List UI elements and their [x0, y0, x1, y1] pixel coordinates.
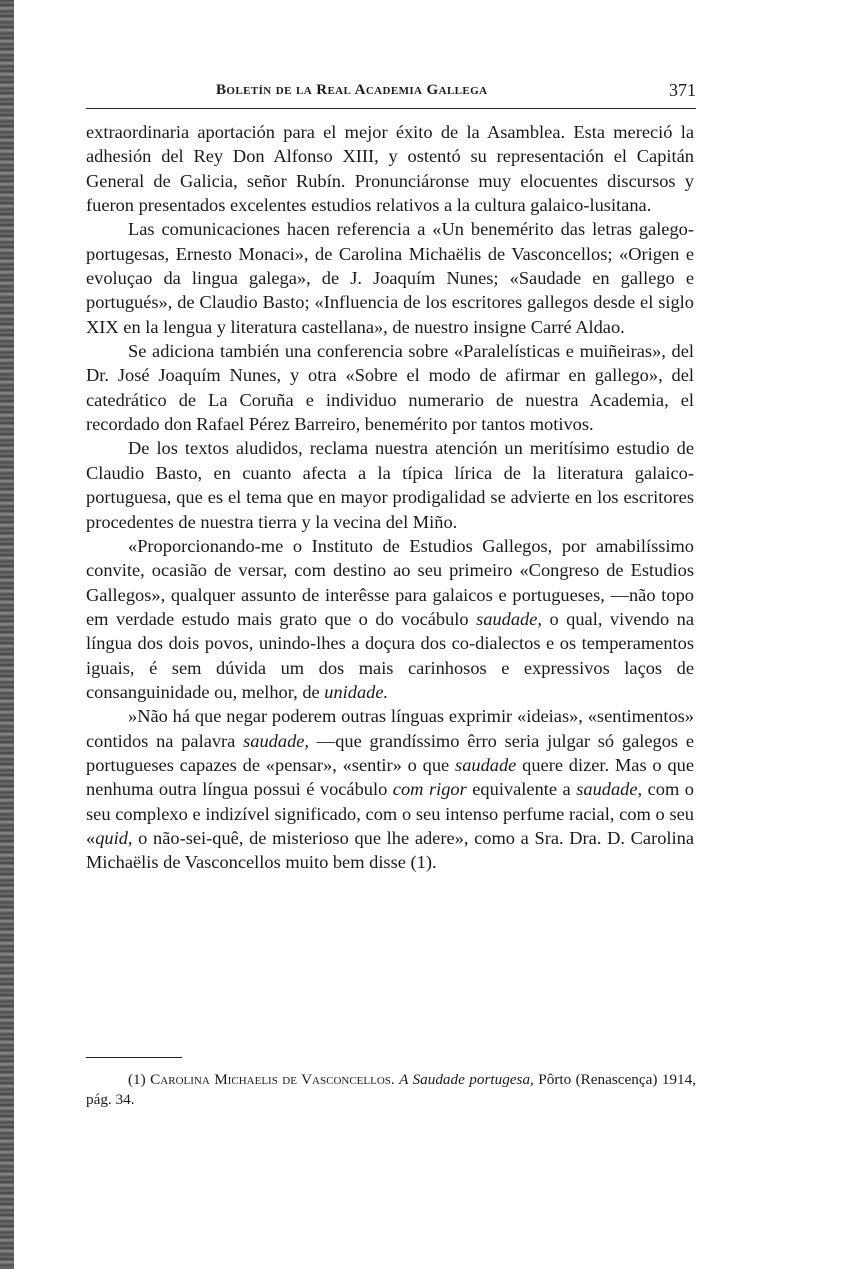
- text-run: —que grandíssimo êrro seria julgar só galegos e portugueses capazes de «pensar», «sentir» o que: [86, 730, 694, 775]
- paragraph: [86, 704, 694, 874]
- running-title: Boletín de la Real Academia Gallega: [216, 82, 488, 98]
- running-header: [86, 80, 696, 109]
- footnote-title: A Saudade portugesa,: [399, 1071, 534, 1088]
- text-run: Las comunicaciones hacen referencia a «Un benemérito das letras galego-portugesas, Ernesto Monaci», de Carolina Michaëlis de Vasconcellos; «Origen e evoluçao da lingua galega», de J. Joaquím Nunes; «Saudade en gallego e portugués», de Claudio Basto; «Influencia de los escritores gallegos desde el siglo XIX en la lengua y literatura castellana», de nuestro insigne Carré Aldao.: [86, 219, 694, 337]
- text-run: o não-sei-quê, de misterioso que lhe adere», como a Sra. Dra. D. Carolina Michaëlis de Vasconcellos muito bem disse (1).: [86, 827, 694, 873]
- paragraph: [86, 120, 694, 217]
- italic-text: saudade: [455, 754, 517, 775]
- text-run: De los textos aludidos, reclama nuestra atención un meritísimo estudio de Claudio Basto, en cuanto afecta a la típica lírica de la literatura galaico-portuguesa, que es el tema que en mayor prodigalidad se advierte en los escritores procedentes de nuestra tierra y la vecina del Miño.: [86, 438, 694, 532]
- body-text: [86, 120, 694, 875]
- italic-text: saudade,: [576, 779, 643, 800]
- text-run: o qual, vivendo na língua dos dois povos, unindo-lhes a doçura dos co-dialectos e os temperamentos iguais, é sem dúvida um dos mais carinhosos e expressivos laços de consanguinidade ou, melhor, de: [86, 608, 694, 702]
- text-run: »Não há que negar poderem outras línguas exprimir «ideias», «sentimentos» contidos na palavra: [86, 706, 694, 751]
- footnote: [86, 1070, 696, 1110]
- text-run: extraordinaria aportación para el mejor éxito de la Asamblea. Esta mereció la adhesión del Rey Don Alfonso XIII, y ostentó su representación el Capitán General de Galicia, señor Rubín. Pronunciáronse muy elocuentes discursos y fueron presentados excelentes estudios relativos a la cultura galaico-lusitana.: [86, 122, 694, 216]
- scan-edge-shadow: [0, 0, 14, 1269]
- footnote-marker: (1): [128, 1071, 146, 1088]
- footnote-rest: Pôrto (Renascença) 1914, pág. 34.: [86, 1071, 697, 1108]
- text-run: Se adiciona también una conferencia sobre «Paralelísticas e muiñeiras», del Dr. José Joaquím Nunes, y otra «Sobre el modo de afirmar en gallego», del catedrático de La Coruña e individuo numerario de nuestra Academia, el recordado don Rafael Pérez Barreiro, benemérito por tantos motivos.: [86, 341, 694, 435]
- italic-text: saudade,: [243, 730, 310, 751]
- text-run: equivalente a: [466, 779, 577, 800]
- footnote-author: Carolina Michaelis de Vasconcellos.: [150, 1071, 395, 1088]
- italic-text: unidade.: [324, 681, 389, 702]
- footnote-rule: [86, 1057, 182, 1058]
- paragraph: [86, 217, 694, 339]
- italic-text: saudade,: [476, 608, 542, 629]
- paragraph: [86, 436, 694, 533]
- paragraph: [86, 339, 694, 436]
- italic-text: quid,: [95, 827, 133, 848]
- text-run: quere dizer. Mas o que nenhuma outra língua possui é vocábulo: [86, 754, 694, 800]
- paragraph: [86, 534, 694, 704]
- page-number: 371: [669, 80, 696, 100]
- text-run: «Proporcionando-me o Instituto de Estudios Gallegos, por amabilíssimo convite, ocasião de versar, com destino ao seu primeiro «Congreso de Estudios Gallegos», qualquer assunto de interêsse para galaicos e portugueses, —não topo em verdade estudo mais grato que o do vocábulo: [86, 535, 694, 629]
- italic-text: com rigor: [392, 779, 467, 800]
- text-run: com o seu complexo e indizível significado, com o seu intenso perfume racial, com o seu «: [86, 779, 694, 848]
